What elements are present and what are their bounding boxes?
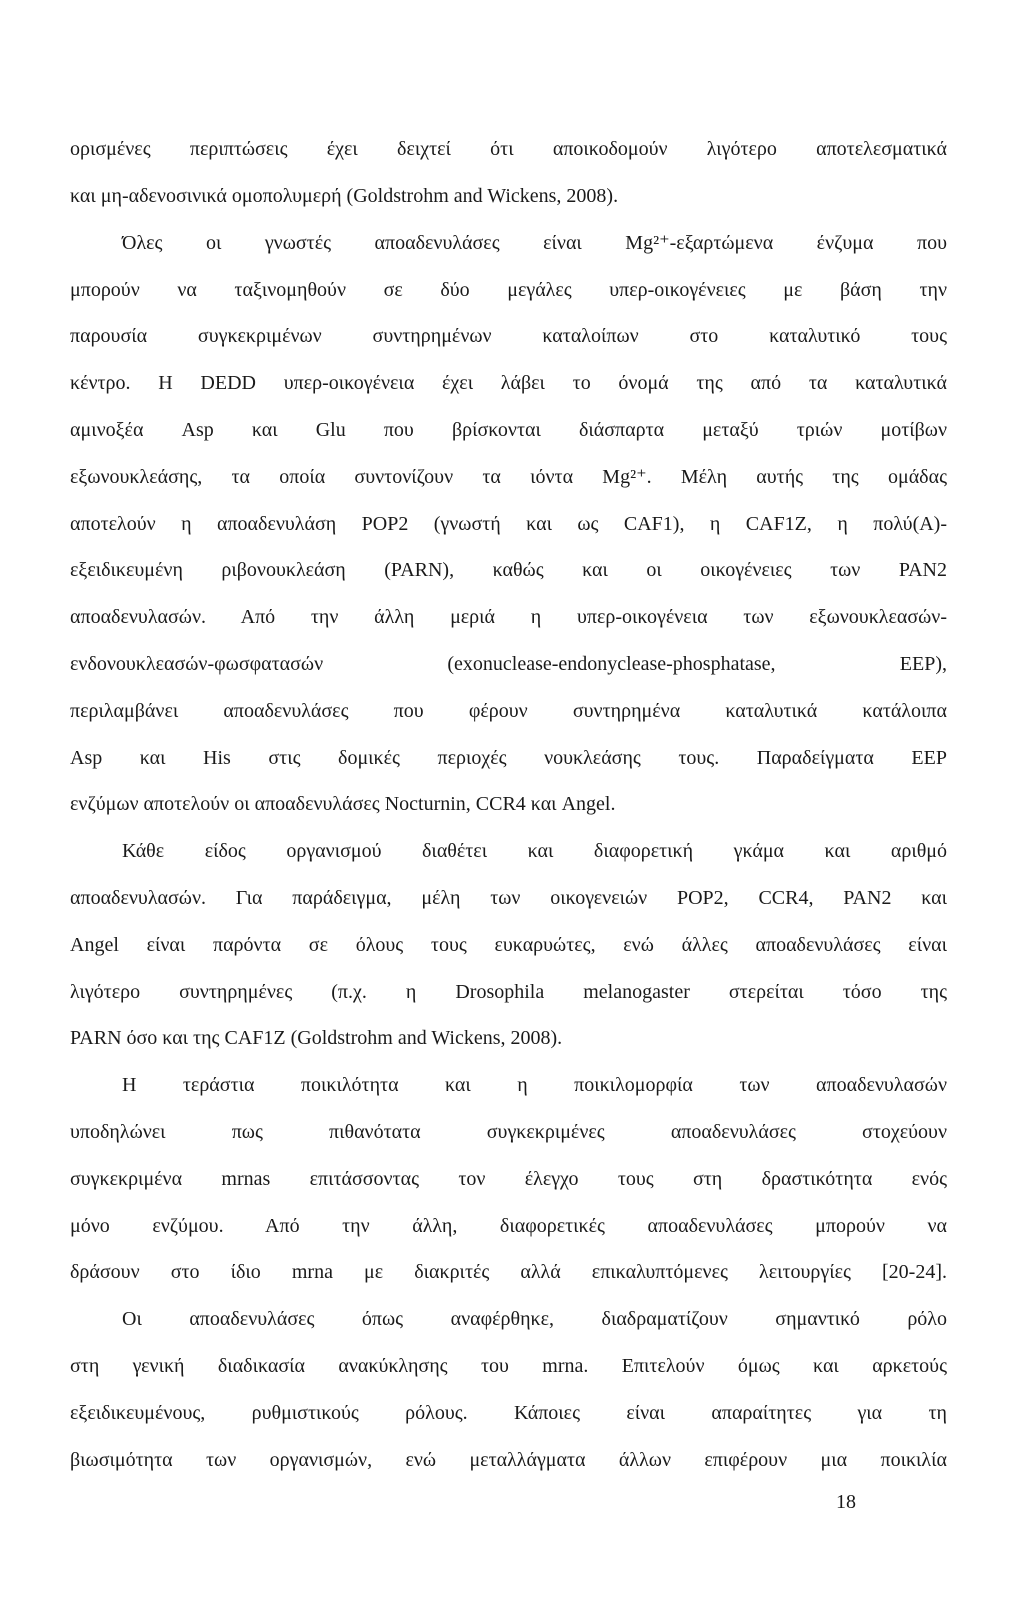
text-line: αποαδενυλασών. Για παράδειγμα, μέλη των οικογενειών POP2, CCR4, PAN2 και	[70, 887, 947, 909]
text-line: παρουσία συγκεκριμένων συντηρημένων καταλοίπων στο καταλυτικό τους	[70, 325, 947, 347]
text-line: Η τεράστια ποικιλότητα και η ποικιλομορφία των αποαδενυλασών	[122, 1074, 947, 1096]
text-line: Κάθε είδος οργανισμού διαθέτει και διαφορετική γκάμα και αριθμό	[122, 840, 947, 862]
text-line: Οι αποαδενυλάσες όπως αναφέρθηκε, διαδραματίζουν σημαντικό ρόλο	[122, 1308, 947, 1330]
text-line: Όλες οι γνωστές αποαδενυλάσες είναι Mg²⁺-εξαρτώμενα ένζυμα που	[122, 232, 947, 254]
text-line: δράσουν στο ίδιο mrna με διακριτές αλλά επικαλυπτόμενες λειτουργίες [20-24].	[70, 1261, 947, 1283]
text-line: PARN όσο και της CAF1Z (Goldstrohm and Wickens, 2008).	[70, 1027, 563, 1049]
text-line: εξειδικευμένους, ρυθμιστικούς ρόλους. Κάποιες είναι απαραίτητες για τη	[70, 1402, 947, 1424]
text-line: Asp και His στις δομικές περιοχές νουκλεάσης τους. Παραδείγματα EEP	[70, 747, 947, 769]
text-line: υποδηλώνει πως πιθανότατα συγκεκριμένες αποαδενυλάσες στοχεύουν	[70, 1121, 947, 1143]
text-line: λιγότερο συντηρημένες (π.χ. η Drosophila melanogaster στερείται τόσο της	[70, 981, 947, 1003]
text-line: και μη-αδενοσινικά ομοπολυμερή (Goldstrohm and Wickens, 2008).	[70, 185, 619, 207]
text-line: συγκεκριμένα mrnas επιτάσσοντας τον έλεγχο τους στη δραστικότητα ενός	[70, 1168, 947, 1190]
text-line: ενδονουκλεασών-φωσφατασών (exonuclease-endonyclease-phosphatase, EEP),	[70, 653, 947, 675]
text-line: ενζύμων αποτελούν οι αποαδενυλάσες Nocturnin, CCR4 και Angel.	[70, 793, 616, 815]
text-line: μόνο ενζύμου. Από την άλλη, διαφορετικές αποαδενυλάσες μπορούν να	[70, 1215, 947, 1237]
text-line: αποαδενυλασών. Από την άλλη μεριά η υπερ-οικογένεια των εξωνουκλεασών-	[70, 606, 947, 628]
text-line: εξειδικευμένη ριβονουκλεάση (PARN), καθώς και οι οικογένειες των PAN2	[70, 559, 947, 581]
text-line: μπορούν να ταξινομηθούν σε δύο μεγάλες υπερ-οικογένειες με βάση την	[70, 279, 947, 301]
text-line: περιλαμβάνει αποαδενυλάσες που φέρουν συντηρημένα καταλυτικά κατάλοιπα	[70, 700, 947, 722]
text-line: κέντρο. Η DEDD υπερ-οικογένεια έχει λάβει το όνομά της από τα καταλυτικά	[70, 372, 947, 394]
page-number: 18	[836, 1491, 856, 1513]
text-line: εξωνουκλεάσης, τα οποία συντονίζουν τα ιόντα Mg²⁺. Μέλη αυτής της ομάδας	[70, 466, 947, 488]
text-line: βιωσιμότητα των οργανισμών, ενώ μεταλλάγματα άλλων επιφέρουν μια ποικιλία	[70, 1449, 947, 1471]
text-line: αμινοξέα Asp και Glu που βρίσκονται διάσπαρτα μεταξύ τριών μοτίβων	[70, 419, 947, 441]
text-line: στη γενική διαδικασία ανακύκλησης του mrna. Επιτελούν όμως και αρκετούς	[70, 1355, 947, 1377]
text-line: Angel είναι παρόντα σε όλους τους ευκαρυώτες, ενώ άλλες αποαδενυλάσες είναι	[70, 934, 947, 956]
text-line: ορισμένες περιπτώσεις έχει δειχτεί ότι αποικοδομούν λιγότερο αποτελεσματικά	[70, 138, 947, 160]
text-line: αποτελούν η αποαδενυλάση POP2 (γνωστή και ως CAF1), η CAF1Z, η πολύ(Α)-	[70, 513, 947, 535]
